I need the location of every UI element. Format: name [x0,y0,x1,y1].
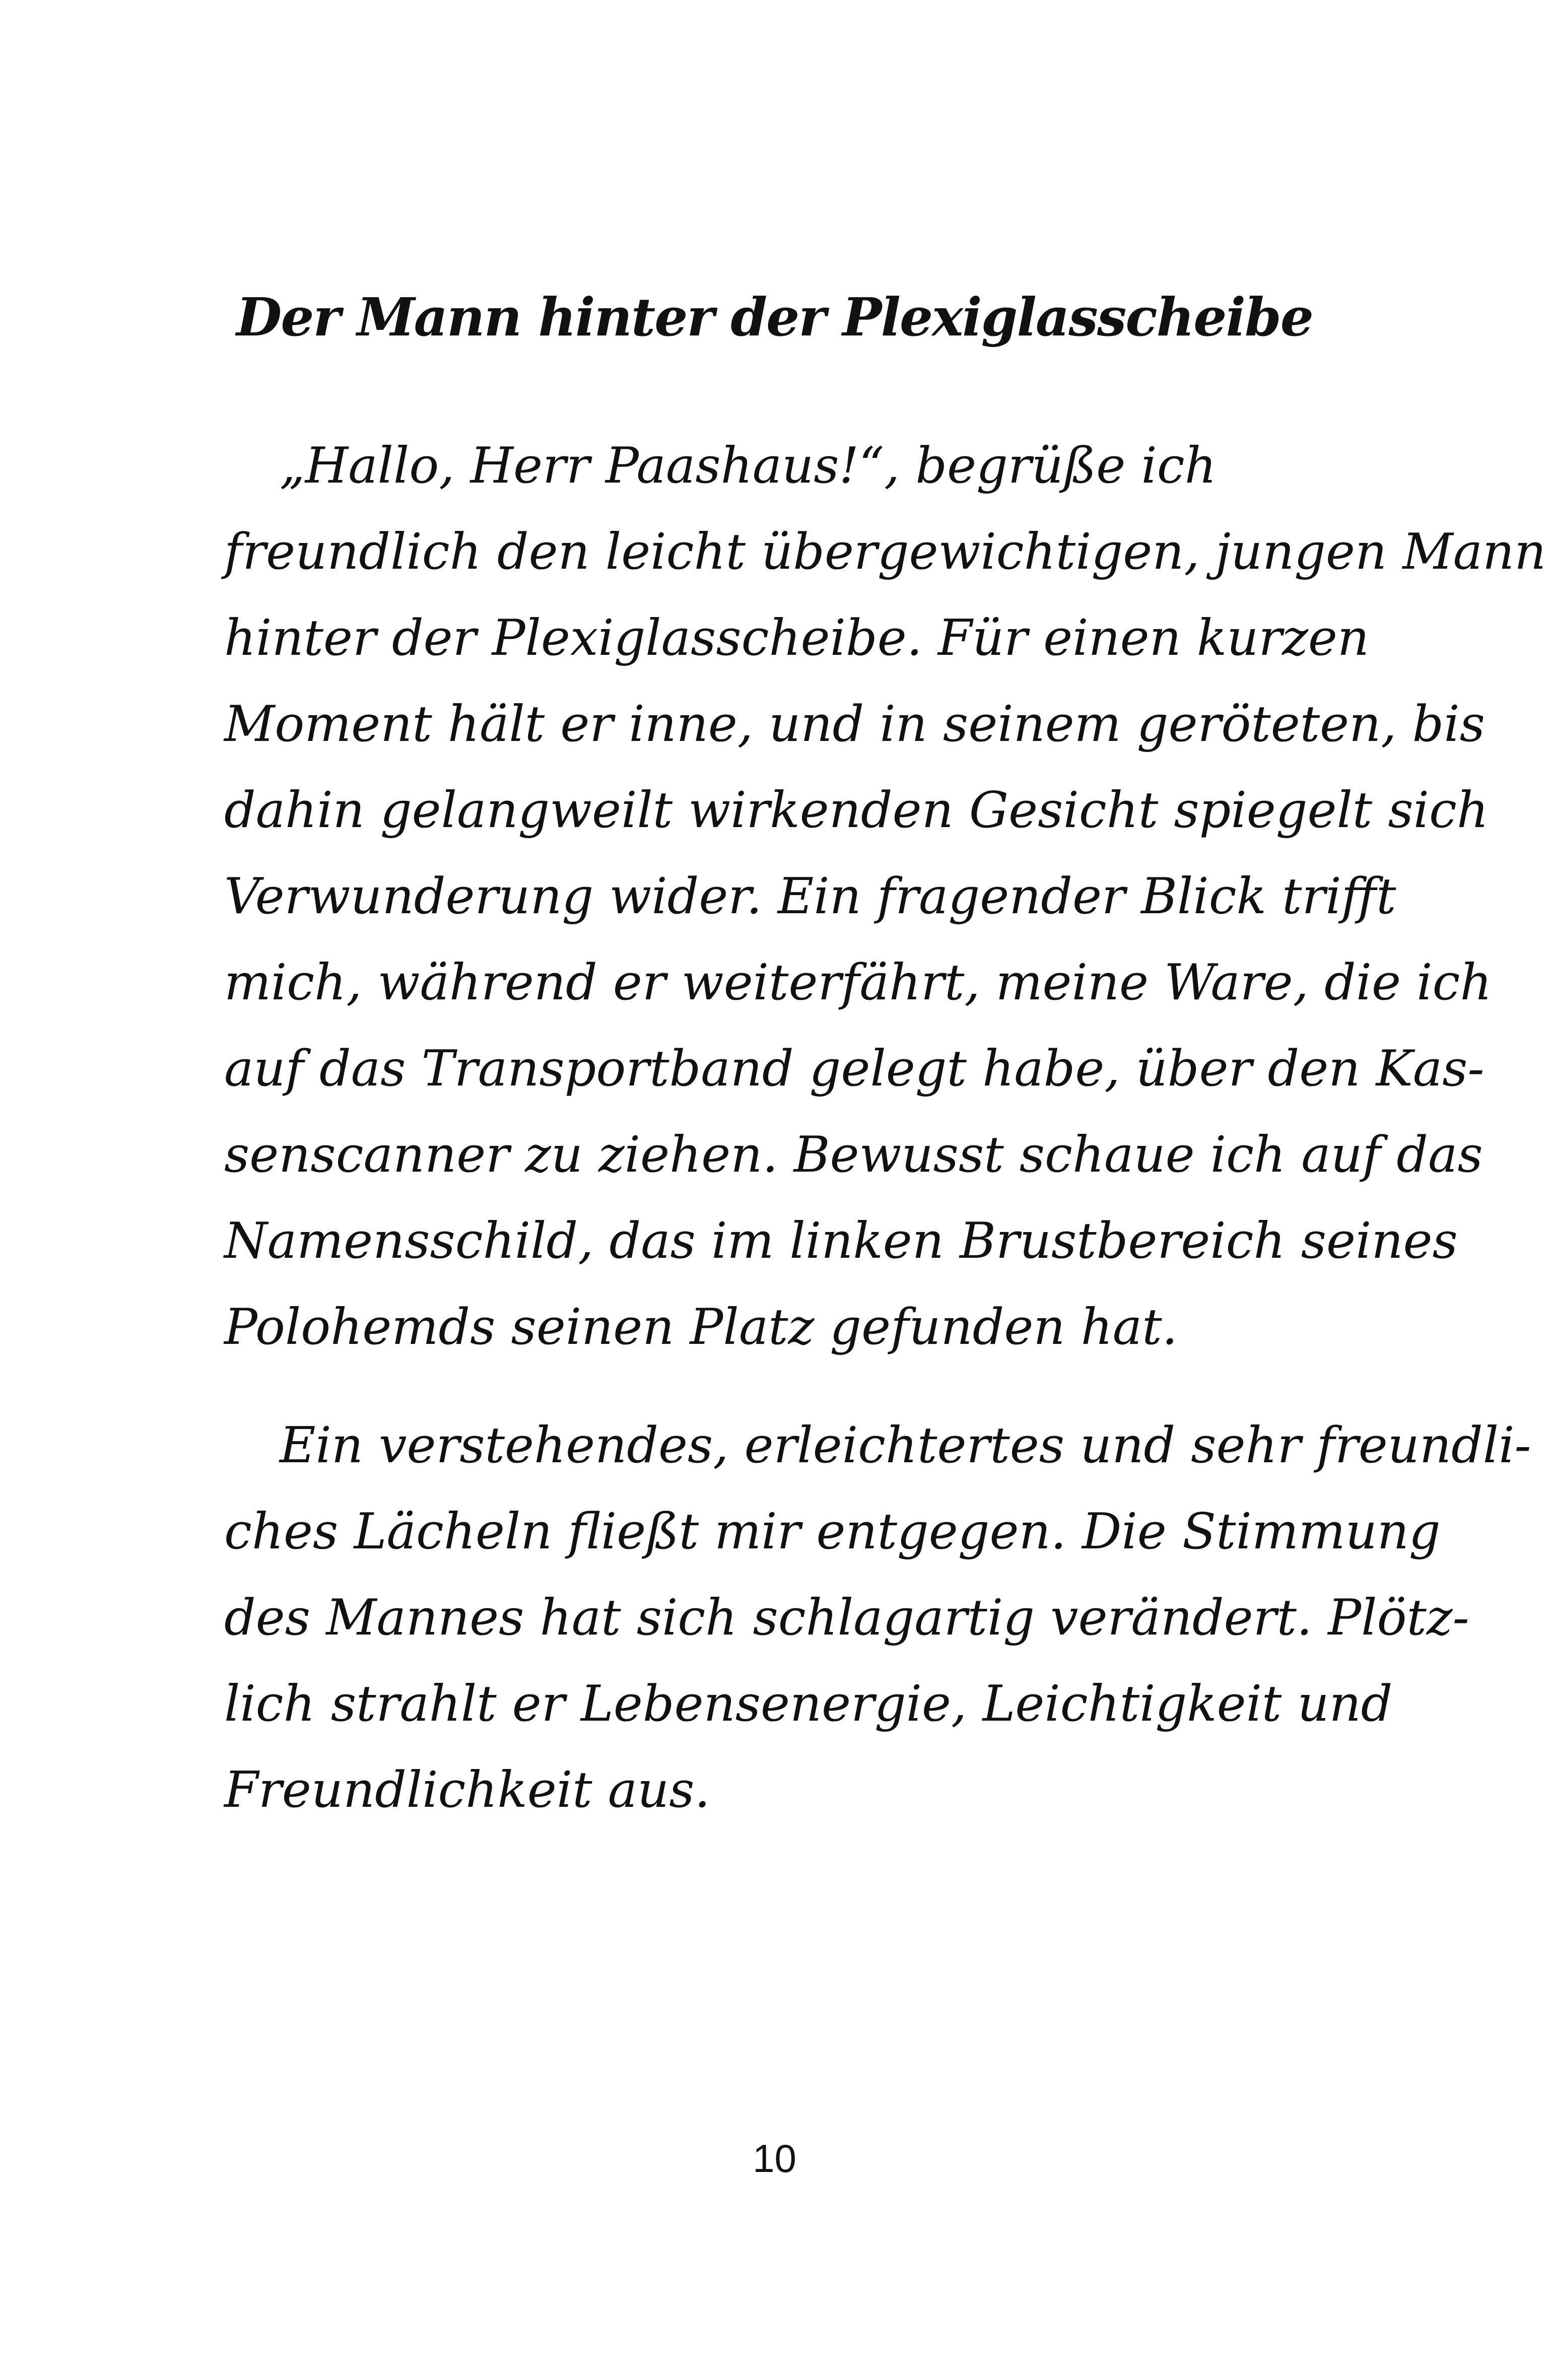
paragraph-line: Freundlichkeit aus. [224,1761,710,1819]
page-number: 10 [753,2136,796,2181]
paragraph-line: ches Lächeln fließt mir entgegen. Die Stimmung [224,1503,1441,1560]
paragraph-line: dahin gelangweilt wirkenden Gesicht spiegelt sich [224,782,1489,839]
chapter-title: Der Mann hinter der Plexiglasscheibe [236,286,1313,348]
paragraph-line: lich strahlt er Lebensenergie, Leichtigkeit und [224,1675,1393,1733]
paragraph-line: hinter der Plexiglasscheibe. Für einen kurzen [224,609,1369,667]
paragraph-line: mich, während er weiterfährt, meine Ware, die ich [224,954,1492,1011]
paragraph-line: des Mannes hat sich schlagartig verändert. Plötz- [224,1589,1469,1647]
paragraph-line: senscanner zu ziehen. Bewusst schaue ich auf das [224,1126,1483,1184]
paragraph-line: Moment hält er inne, und in seinem geröteten, bis [224,696,1485,753]
paragraph-line: auf das Transportband gelegt habe, über den Kas- [224,1040,1485,1098]
paragraph-line: Namensschild, das im linken Brustbereich seines [224,1212,1458,1270]
paragraph-1 [224,423,1546,1371]
paragraph-line: Polohemds seinen Platz gefunden hat. [224,1299,1178,1356]
paragraph-line: Verwunderung wider. Ein fragender Blick trifft [224,868,1396,925]
paragraph-line: „Hallo, Herr Paashaus!“, begrüße ich [280,437,1217,495]
paragraph-line: freundlich den leicht übergewichtigen, jungen Mann [224,523,1546,581]
paragraph-line: Ein verstehendes, erleichtertes und sehr freundli- [280,1417,1531,1474]
paragraph-2 [224,1403,1531,1833]
